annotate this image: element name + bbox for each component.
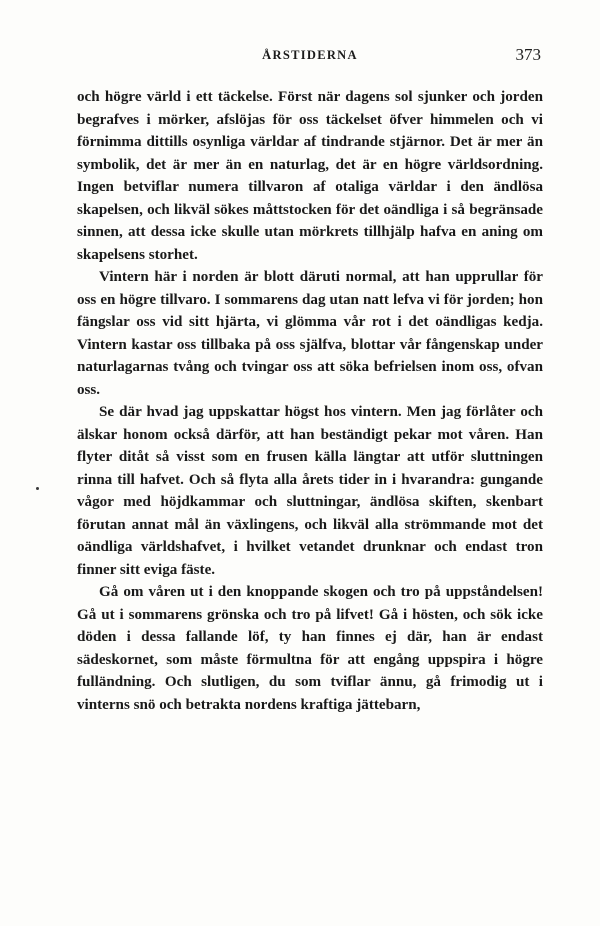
page-number: 373 xyxy=(515,45,541,64)
paragraph: Se där hvad jag uppskattar högst hos vintern. Men jag förlåter och älskar honom också därför, att han beständigt pekar mot våren. Han flyter ditåt så visst som en frusen källa längtar att utför sluttningen rinna till hafvet. Och så flyta alla årets tider in i hvarandra: gungande vågor med höjdkammar och sluttningar, ändlösa skiften, skenbart förutan annat mål än växlingens, och likväl alla strömmande mot det oändliga världshafvet, i hvilket vetandet drunknar och endast tron finner sitt eviga fäste. xyxy=(77,404,543,578)
paragraph: och högre värld i ett täckelse. Först när dagens sol sjunker och jorden begrafves i mörker, afslöjas för oss täckelset öfver himmelen och vi förnimma dittills osynliga världar af tindrande stjärnor. Det är mer än symbolik, det är mer än en naturlag, det är en högre världsordning. Ingen betviflar numera tillvaron af otaliga världar i den ändlösa skapelsen, och likväl sökes måttstocken för det oändliga i så begränsade sinnen, att dessa icke skulle utan mörkrets tillhjälp hafva en aning om skapelsens storhet. xyxy=(77,89,543,263)
running-title: ÅRSTIDERNA xyxy=(262,48,358,62)
body-text xyxy=(77,86,543,716)
paragraph: Gå om våren ut i den knoppande skogen och tro på uppståndelsen! Gå ut i sommarens grönska och tro på lifvet! Gå i hösten, och sök icke döden i dessa fallande löf, ty han finnes ej där, han är endast sädeskornet, som måste förmultna för att engång uppspira i högre fulländning. Och slutligen, du som tviflar ännu, gå frimodig ut i vinterns snö och betrakta nordens kraftiga jättebarn, xyxy=(77,584,543,713)
running-head xyxy=(77,45,543,70)
paragraph: Vintern här i norden är blott däruti normal, att han upprullar för oss en högre tillvaro. I sommarens dag utan natt lefva vi för jorden; hon fängslar oss vid sitt hjärta, vi glömma vår rot i det oändligas kedja. Vintern kastar oss tillbaka på oss själfva, blottar vår fångenskap under naturlagarnas tvång och tvingar oss att söka befrielsen inom oss, ofvan oss. xyxy=(77,269,543,398)
stray-ink-dot xyxy=(36,487,39,490)
